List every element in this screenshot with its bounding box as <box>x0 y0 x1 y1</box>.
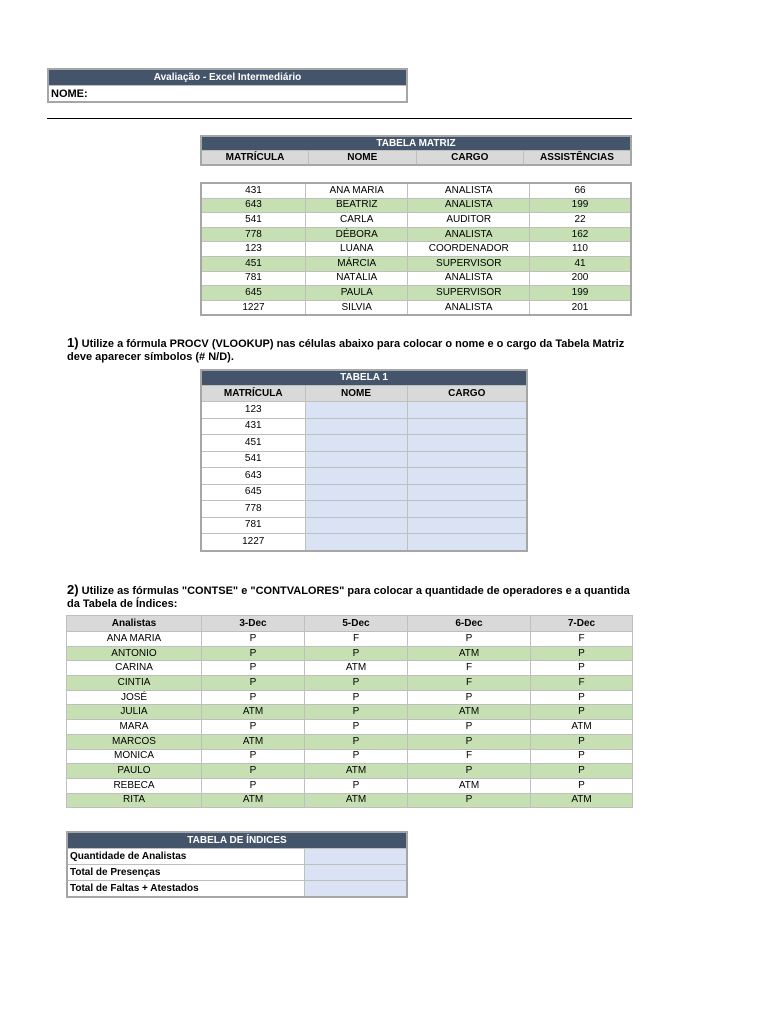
nome-input-cell[interactable] <box>305 435 407 452</box>
attendance-cell[interactable]: P <box>408 734 531 749</box>
matriz-cell[interactable]: SILVIA <box>305 300 407 315</box>
matricula-cell[interactable]: 643 <box>201 468 305 485</box>
attendance-cell[interactable]: P <box>305 778 408 793</box>
table-row <box>67 734 633 749</box>
attendance-cell[interactable]: ATM <box>531 720 633 735</box>
table-row <box>201 451 527 468</box>
table-row <box>67 764 633 779</box>
nome-input-cell[interactable] <box>305 517 407 534</box>
nome-input-cell[interactable] <box>305 501 407 518</box>
attendance-cell[interactable]: F <box>305 632 408 647</box>
matricula-cell[interactable]: 1227 <box>201 534 305 551</box>
table-row <box>67 720 633 735</box>
cargo-input-cell[interactable] <box>407 517 527 534</box>
matriz-cell[interactable]: 541 <box>201 213 305 228</box>
attendance-cell[interactable]: P <box>408 690 531 705</box>
analyst-cell[interactable]: CINTIA <box>67 676 202 691</box>
matricula-cell[interactable]: 431 <box>201 418 305 435</box>
table-row <box>67 661 633 676</box>
nome-input-cell[interactable] <box>305 484 407 501</box>
table-row <box>67 881 407 898</box>
attendance-cell[interactable]: P <box>202 690 305 705</box>
table-row <box>201 271 631 286</box>
table-row <box>201 468 527 485</box>
matriz-cell[interactable]: BEATRIZ <box>305 198 407 213</box>
table-row <box>201 242 631 257</box>
matriz-cell[interactable]: ANALISTA <box>408 198 530 213</box>
table-row <box>201 501 527 518</box>
header-table <box>47 68 408 103</box>
question-1-line1: Utilize a fórmula PROCV (VLOOKUP) nas células abaixo para colocar o nome e o cargo da Tabela Matriz <box>81 338 625 350</box>
attendance-cell[interactable]: ATM <box>531 793 633 808</box>
matricula-cell[interactable]: 451 <box>201 435 305 452</box>
table-row <box>201 256 631 271</box>
cargo-input-cell[interactable] <box>407 534 527 551</box>
matricula-cell[interactable]: 778 <box>201 501 305 518</box>
table-row <box>67 690 633 705</box>
matriz-cell[interactable]: MÁRCIA <box>305 256 407 271</box>
presence-header-row <box>67 616 633 632</box>
attendance-cell[interactable]: P <box>531 646 633 661</box>
matriz-cell[interactable]: LUANA <box>305 242 407 257</box>
presence-col-header: 6-Dec <box>408 616 531 632</box>
attendance-cell[interactable]: P <box>531 778 633 793</box>
cargo-input-cell[interactable] <box>407 451 527 468</box>
matriz-cell[interactable]: 200 <box>530 271 631 286</box>
nome-input-cell[interactable] <box>305 468 407 485</box>
table-row <box>67 705 633 720</box>
analyst-cell[interactable]: CARINA <box>67 661 202 676</box>
table-row <box>201 418 527 435</box>
analyst-cell[interactable]: JOSÉ <box>67 690 202 705</box>
attendance-cell[interactable]: P <box>202 646 305 661</box>
matriz-col-header: NOME <box>309 151 417 166</box>
matriz-table <box>200 182 632 316</box>
tabela1-col-header: CARGO <box>407 386 527 402</box>
matriz-cell[interactable]: ANA MARIA <box>305 183 407 198</box>
attendance-cell[interactable]: P <box>202 720 305 735</box>
attendance-cell[interactable]: ATM <box>202 734 305 749</box>
attendance-cell[interactable]: P <box>202 661 305 676</box>
table-row <box>201 435 527 452</box>
attendance-cell[interactable]: ATM <box>305 661 408 676</box>
matricula-cell[interactable]: 781 <box>201 517 305 534</box>
attendance-cell[interactable]: P <box>408 793 531 808</box>
attendance-cell[interactable]: ATM <box>408 705 531 720</box>
table-row <box>67 793 633 808</box>
attendance-cell[interactable]: F <box>408 661 531 676</box>
matriz-cell[interactable]: 201 <box>530 300 631 315</box>
separator-line <box>47 118 632 119</box>
attendance-cell[interactable]: ATM <box>305 764 408 779</box>
attendance-cell[interactable]: P <box>305 734 408 749</box>
matriz-cell[interactable]: 451 <box>201 256 305 271</box>
nome-input-cell[interactable] <box>305 418 407 435</box>
tabela1-col-header: MATRÍCULA <box>201 386 305 402</box>
attendance-cell[interactable]: P <box>305 646 408 661</box>
table-row <box>201 402 527 419</box>
table-row <box>201 484 527 501</box>
matriz-cell[interactable]: COORDENADOR <box>408 242 530 257</box>
matriz-cell[interactable]: 123 <box>201 242 305 257</box>
matriz-cell[interactable]: 431 <box>201 183 305 198</box>
cargo-input-cell[interactable] <box>407 501 527 518</box>
index-input-cell[interactable] <box>304 865 407 881</box>
analyst-cell[interactable]: MÔNICA <box>67 749 202 764</box>
attendance-cell[interactable]: P <box>408 720 531 735</box>
question-1-line2: deve aparecer símbolos (# N/D). <box>67 351 234 363</box>
table-row <box>67 676 633 691</box>
nome-input-cell[interactable] <box>305 451 407 468</box>
matriz-cell[interactable]: 66 <box>530 183 631 198</box>
matriz-cell[interactable]: ANALISTA <box>408 271 530 286</box>
attendance-cell[interactable]: ATM <box>305 793 408 808</box>
attendance-cell[interactable]: P <box>202 778 305 793</box>
index-input-cell[interactable] <box>304 849 407 865</box>
table-row <box>201 198 631 213</box>
index-input-cell[interactable] <box>304 881 407 898</box>
presence-table <box>66 615 633 808</box>
attendance-cell[interactable]: P <box>408 632 531 647</box>
table-row <box>201 213 631 228</box>
matriz-cell[interactable]: NATÁLIA <box>305 271 407 286</box>
matriz-cell[interactable]: AUDITOR <box>408 213 530 228</box>
attendance-cell[interactable]: F <box>408 676 531 691</box>
attendance-cell[interactable]: F <box>408 749 531 764</box>
matriz-cell[interactable]: ANALISTA <box>408 183 530 198</box>
matriz-cell[interactable]: SUPERVISOR <box>408 286 530 301</box>
matriz-cell[interactable]: ANALISTA <box>408 227 530 242</box>
attendance-cell[interactable]: P <box>202 632 305 647</box>
matriz-cell[interactable]: 41 <box>530 256 631 271</box>
attendance-cell[interactable]: P <box>408 764 531 779</box>
attendance-cell[interactable]: P <box>305 705 408 720</box>
matriz-cell[interactable]: SUPERVISOR <box>408 256 530 271</box>
cargo-input-cell[interactable] <box>407 435 527 452</box>
matriz-title: TABELA MATRIZ <box>201 136 631 151</box>
attendance-cell[interactable]: P <box>531 705 633 720</box>
matriz-cell[interactable]: 645 <box>201 286 305 301</box>
matriz-cell[interactable]: 22 <box>530 213 631 228</box>
cargo-input-cell[interactable] <box>407 418 527 435</box>
matricula-cell[interactable]: 123 <box>201 402 305 419</box>
question-2-number: 2) <box>67 583 79 597</box>
tabela1-col-header: NOME <box>305 386 407 402</box>
presence-col-header: 7-Dec <box>531 616 633 632</box>
name-label: NOME: <box>51 87 88 100</box>
table-row <box>201 183 631 198</box>
question-2-line1: Utilize as fórmulas "CONTSE" e "CONTVALORES" para colocar a quantidade de operadores e a quantida <box>81 585 630 597</box>
matricula-cell[interactable]: 645 <box>201 484 305 501</box>
attendance-cell[interactable]: F <box>531 632 633 647</box>
table-row <box>67 749 633 764</box>
presence-col-header: 3-Dec <box>202 616 305 632</box>
presence-col-header: Analistas <box>67 616 202 632</box>
analyst-cell[interactable]: ANTONIO <box>67 646 202 661</box>
attendance-cell[interactable]: ATM <box>408 778 531 793</box>
attendance-cell[interactable]: P <box>531 734 633 749</box>
analyst-cell[interactable]: JULIA <box>67 705 202 720</box>
question-2 <box>67 583 632 611</box>
question-1-number: 1) <box>67 336 79 350</box>
analyst-cell[interactable]: ANA MARIA <box>67 632 202 647</box>
table-row <box>67 778 633 793</box>
table-row <box>67 632 633 647</box>
presence-col-header: 5-Dec <box>305 616 408 632</box>
matriz-cell[interactable]: PAULA <box>305 286 407 301</box>
analyst-cell[interactable]: MARA <box>67 720 202 735</box>
matriz-cell[interactable]: CARLA <box>305 213 407 228</box>
attendance-cell[interactable]: P <box>305 676 408 691</box>
cargo-input-cell[interactable] <box>407 402 527 419</box>
attendance-cell[interactable]: P <box>531 690 633 705</box>
nome-input-cell[interactable] <box>305 534 407 551</box>
matriz-col-header: ASSISTÊNCIAS <box>524 151 632 166</box>
analyst-cell[interactable]: REBECA <box>67 778 202 793</box>
table-row <box>67 865 407 881</box>
matriz-col-header: CARGO <box>416 151 524 166</box>
attendance-cell[interactable]: F <box>531 676 633 691</box>
indices-table <box>66 831 408 898</box>
question-1 <box>67 336 632 364</box>
matriz-cell[interactable]: 778 <box>201 227 305 242</box>
table-row <box>201 286 631 301</box>
analyst-cell[interactable]: PAULO <box>67 764 202 779</box>
analyst-cell[interactable]: RITA <box>67 793 202 808</box>
matriz-header <box>200 135 632 166</box>
matriz-col-header: MATRÍCULA <box>201 151 309 166</box>
attendance-cell[interactable]: P <box>202 764 305 779</box>
table-row <box>201 227 631 242</box>
tabela1-title: TABELA 1 <box>201 370 527 386</box>
matriz-cell[interactable]: DÉBORA <box>305 227 407 242</box>
table-row <box>67 646 633 661</box>
evaluation-title: Avaliação - Excel Intermediário <box>48 69 407 86</box>
table-row <box>201 517 527 534</box>
attendance-cell[interactable]: P <box>305 720 408 735</box>
indices-title: TABELA DE ÍNDICES <box>67 832 407 849</box>
matriz-cell[interactable]: 643 <box>201 198 305 213</box>
table-row <box>67 849 407 865</box>
index-label: Total de Faltas + Atestados <box>67 881 304 898</box>
attendance-cell[interactable]: P <box>305 690 408 705</box>
table-row <box>201 534 527 551</box>
attendance-cell[interactable]: P <box>202 676 305 691</box>
matriz-cell[interactable]: 162 <box>530 227 631 242</box>
matricula-cell[interactable]: 541 <box>201 451 305 468</box>
attendance-cell[interactable]: P <box>531 749 633 764</box>
matriz-cell[interactable]: 1227 <box>201 300 305 315</box>
attendance-cell[interactable]: ATM <box>202 705 305 720</box>
cargo-input-cell[interactable] <box>407 468 527 485</box>
matriz-cell[interactable]: ANALISTA <box>408 300 530 315</box>
attendance-cell[interactable]: ATM <box>202 793 305 808</box>
cargo-input-cell[interactable] <box>407 484 527 501</box>
attendance-cell[interactable]: ATM <box>408 646 531 661</box>
analyst-cell[interactable]: MARCOS <box>67 734 202 749</box>
nome-input-cell[interactable] <box>305 402 407 419</box>
name-field[interactable] <box>48 86 407 103</box>
attendance-cell[interactable]: P <box>531 764 633 779</box>
attendance-cell[interactable]: P <box>202 749 305 764</box>
attendance-cell[interactable]: P <box>305 749 408 764</box>
tabela1 <box>200 369 528 552</box>
matriz-cell[interactable]: 110 <box>530 242 631 257</box>
matriz-cell[interactable]: 781 <box>201 271 305 286</box>
table-row <box>201 300 631 315</box>
matriz-cell[interactable]: 199 <box>530 198 631 213</box>
question-2-line2: da Tabela de Índices: <box>67 598 178 610</box>
matriz-cell[interactable]: 199 <box>530 286 631 301</box>
index-label: Total de Presenças <box>67 865 304 881</box>
index-label: Quantidade de Analistas <box>67 849 304 865</box>
attendance-cell[interactable]: P <box>531 661 633 676</box>
